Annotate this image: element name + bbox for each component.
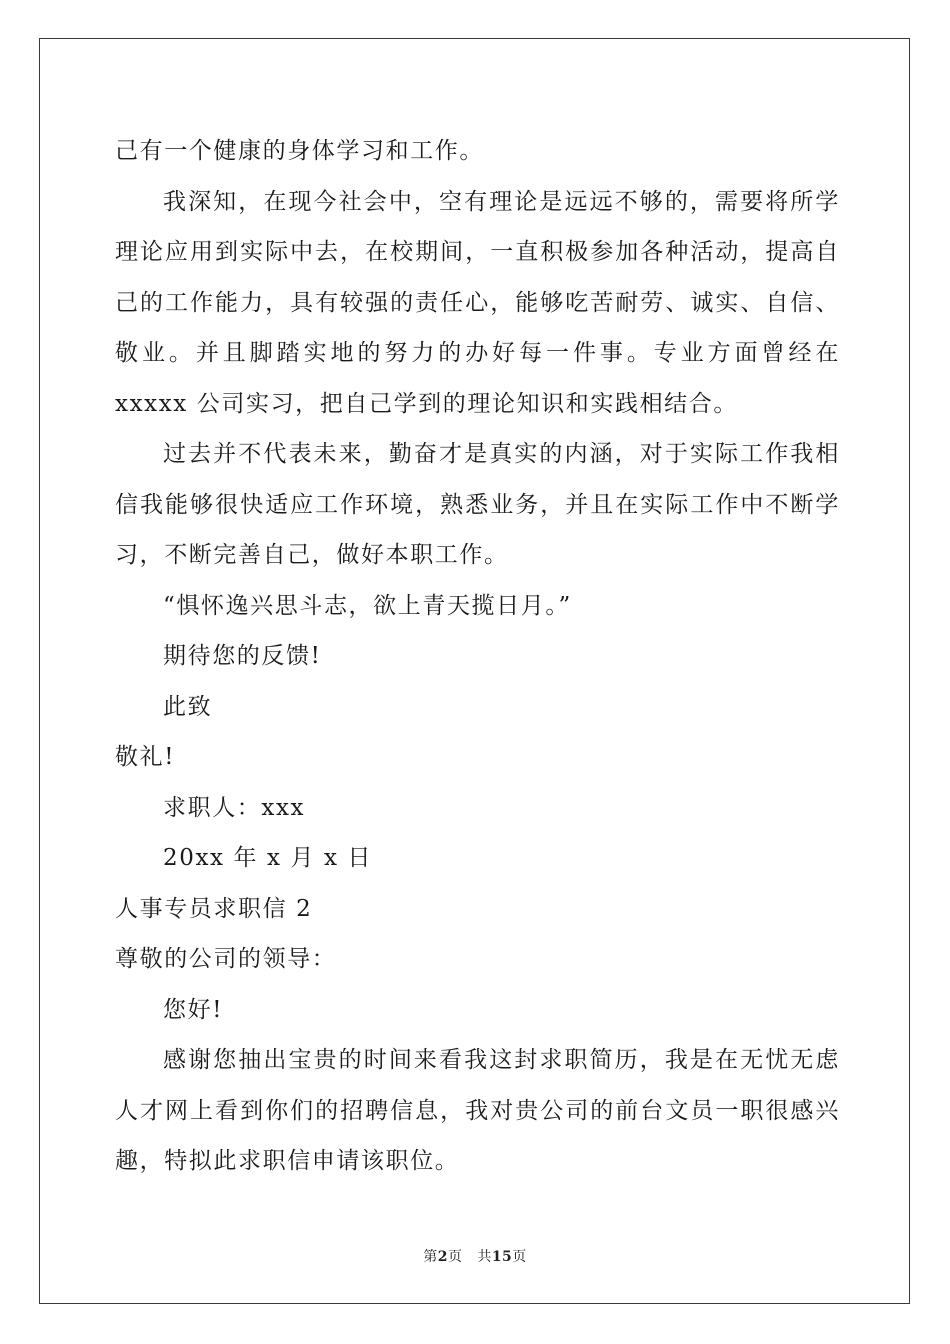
paragraph: 己有一个健康的身体学习和工作。 <box>115 138 484 164</box>
total-label-suffix: 页 <box>512 1249 527 1265</box>
page-label-prefix: 第 <box>423 1249 438 1265</box>
page-label-suffix: 页 <box>447 1249 463 1265</box>
letter-greeting: 尊敬的公司的领导： <box>115 946 337 972</box>
signature-applicant: 求职人：xxx <box>163 794 306 821</box>
current-page-number: 2 <box>437 1249 448 1265</box>
salutation-regards: 敬礼! <box>115 744 176 770</box>
closing-line: 期待您的反馈! <box>163 643 322 669</box>
quote-line: “惧怀逸兴思斗志，欲上青天揽日月。” <box>163 592 572 619</box>
letter-hello: 您好! <box>163 996 224 1023</box>
page-footer <box>0 1246 950 1266</box>
paragraph: 我深知，在现今社会中，空有理论是远远不够的，需要将所学理论应用到实际中去，在校期间，一直积极参加各种活动，提高自己的工作能力，具有较强的责任心，能够吃苦耐劳、诚实、自信、敬业。并且脚踏实地的努力的办好每一件事。专业方面曾经在 xxxxx 公司实习，把自己学到的理论知识和实践相结合。 <box>115 188 840 417</box>
document-body <box>115 126 840 1187</box>
salutation-closing: 此致 <box>163 693 213 720</box>
paragraph: 感谢您抽出宝贵的时间来看我这封求职简历，我是在无忧无虑人才网上看到你们的招聘信息，我对贵公司的前台文员一职很感兴趣，特拟此求职信申请该职位。 <box>115 1047 840 1174</box>
paragraph: 过去并不代表未来，勤奋才是真实的内涵，对于实际工作我相信我能够很快适应工作环境，熟悉业务，并且在实际工作中不断学习，不断完善自己，做好本职工作。 <box>115 441 840 568</box>
total-page-number: 15 <box>491 1249 513 1265</box>
signature-date: 20xx 年 x 月 x 日 <box>163 845 373 871</box>
section-heading: 人事专员求职信 2 <box>115 895 313 922</box>
total-label-prefix: 共 <box>477 1249 492 1265</box>
